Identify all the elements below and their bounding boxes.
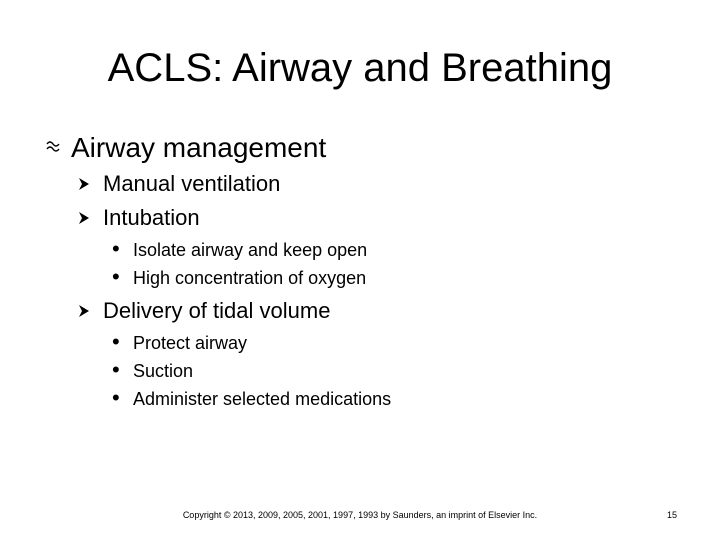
page-number: 15 xyxy=(666,510,677,520)
sub-list-item-text: Isolate airway and keep open xyxy=(133,240,368,260)
slide-title: ACLS: Airway and Breathing xyxy=(107,46,613,90)
arrow-bullet-icon xyxy=(78,304,90,318)
wavy-bullet-icon xyxy=(46,137,60,157)
list-item-text: Delivery of tidal volume xyxy=(103,298,331,323)
arrow-bullet-icon xyxy=(78,177,90,191)
sub-list-item-text: High concentration of oxygen xyxy=(133,268,367,288)
copyright-footer: Copyright © 2013, 2009, 2005, 2001, 1997, 1993 by Saunders, an imprint of Elsevier Inc. xyxy=(182,510,538,520)
dot-bullet-icon: • xyxy=(112,264,120,289)
list-item-text: Intubation xyxy=(103,205,200,230)
main-bullet-text: Airway management xyxy=(71,132,327,163)
dot-bullet-icon: • xyxy=(112,236,120,261)
arrow-bullet-icon xyxy=(78,211,90,225)
dot-bullet-icon: • xyxy=(112,385,120,410)
list-item-text: Manual ventilation xyxy=(103,171,281,196)
dot-bullet-icon: • xyxy=(112,329,120,354)
dot-bullet-icon: • xyxy=(112,357,120,382)
sub-list-item-text: Protect airway xyxy=(133,333,248,353)
sub-list-item-text: Administer selected medications xyxy=(133,389,392,409)
sub-list-item-text: Suction xyxy=(133,361,194,381)
